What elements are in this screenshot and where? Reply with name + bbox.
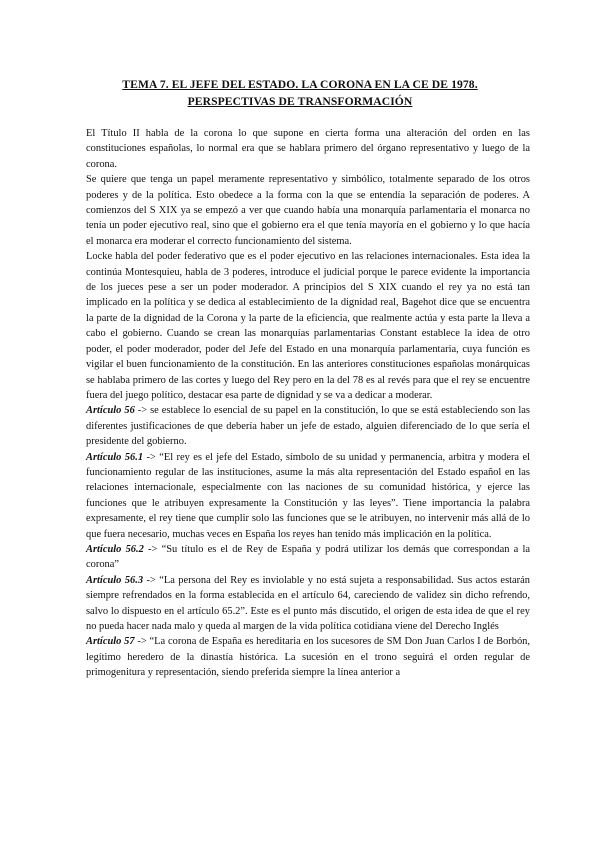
article-text: -> “La persona del Rey es inviolable y no está sujeta a responsabilidad. Sus actos estarán siempre refrendados en la forma establecida en el artículo 64, careciendo de validez sin dicho refrendo, salvo lo dispuesto en el artículo 65.2”. Este es el punto más discutido, el origen de esta idea de que el rey no pueda hacer nada malo y queda al margen de la vida política cotidiana viene del Derecho Inglés: [86, 574, 530, 632]
title-line-2: PERSPECTIVAS DE TRANSFORMACIÓN: [187, 95, 413, 108]
paragraph-locke-montesquieu: Locke habla del poder federativo que es el poder ejecutivo en las relaciones internacionales. Esta idea la continúa Montesquieu, habla de 3 poderes, introduce el judicial porque le parece evidente la importancia de los jueces pese a ser un poder moderador. A principios del S XIX cuando el rey ya no está tan implicado en la política y se dedica al establecimiento de la dignidad real, Bagehot dice que se encuentra la parte de la dignidad de la Corona y la parte de la eficiencia, que realmente actúa y esta parte la lleva a cabo el gobierno. Cuando se crean las monarquías parlamentarias Constant establece la idea de otro poder, el poder moderador, poder del Jefe del Estado en una monarquía parlamentaria, cuya función es vigilar el buen funcionamiento de la constitución. En las anteriores constituciones españolas monárquicas se hablaba primero de las cortes y luego del Rey pero en la del 78 es al revés para que el rey se encuentre fuera del juego político, destacar esa parte de dignidad y se va a dedicar a moderar.: [86, 251, 530, 401]
article-label: Artículo 56.3: [86, 574, 144, 586]
document-body: [86, 126, 530, 681]
paragraph-papel-simbolico: Se quiere que tenga un papel meramente representativo y simbólico, totalmente separado de los otros poderes y de la política. Esto obedece a la forma con la que se entendía la separación de poderes. A comienzos del S XIX ya se empezó a ver que cuando había una monarquía parlamentaria el monarca no tenía un poder ejecutivo real, sino que el gobierno era el que tenía mayoría en el gobierno y lo que hacía el monarca era moderar el correcto funcionamiento del sistema.: [86, 174, 530, 247]
article-label: Artículo 56: [86, 405, 135, 417]
title-line-1: TEMA 7. EL JEFE DEL ESTADO. LA CORONA EN LA CE DE 1978.: [122, 78, 478, 91]
paragraph-articulo-56-1: [86, 450, 530, 542]
paragraph-articulo-56-2: [86, 542, 530, 573]
paragraph-titulo-ii: El Título II habla de la corona lo que supone en cierta forma una alteración del orden en las constituciones españolas, lo normal era que se hablara primero del órgano representativo y luego de la corona.: [86, 128, 530, 170]
article-label: Artículo 57: [86, 636, 135, 648]
article-text: -> “La corona de España es hereditaria en los sucesores de SM Don Juan Carlos I de Borbón, legítimo heredero de la dinastía histórica. La sucesión en el trono seguirá el orden regular de primogenitura y representación, siendo preferida siempre la línea anterior a: [86, 636, 530, 679]
article-text: -> se establece lo esencial de su papel en la constitución, lo que se está estableciendo son las diferentes justificaciones de que debería haber un jefe de estado, alguien diferenciado de lo que sería el presidente del gobierno.: [86, 405, 530, 448]
article-text: -> “El rey es el jefe del Estado, símbolo de su unidad y permanencia, arbitra y modera el funcionamiento regular de las instituciones, asume la más alta representación del Estado español en las relaciones internacionale, especialmente con las naciones de su comunidad histórica, y ejerce las funciones que le atribuyen expresamente la Constitución y las leyes”. Tiene importancia la palabra expresamente, el rey tiene que cumplir solo las funciones que se le atribuyen, no intervenir más allá de lo que fuera necesario, muchas veces en España los reyes han tenido más implicación en la política.: [86, 451, 530, 540]
paragraph-articulo-57: [86, 634, 530, 680]
document-title: [60, 76, 540, 110]
article-label: Artículo 56.1: [86, 451, 144, 463]
article-label: Artículo 56.2: [86, 543, 144, 555]
paragraph-articulo-56: [86, 403, 530, 449]
article-text: -> “Su título es el de Rey de España y podrá utilizar los demás que correspondan a la corona”: [86, 543, 530, 571]
paragraph-articulo-56-3: [86, 573, 530, 635]
